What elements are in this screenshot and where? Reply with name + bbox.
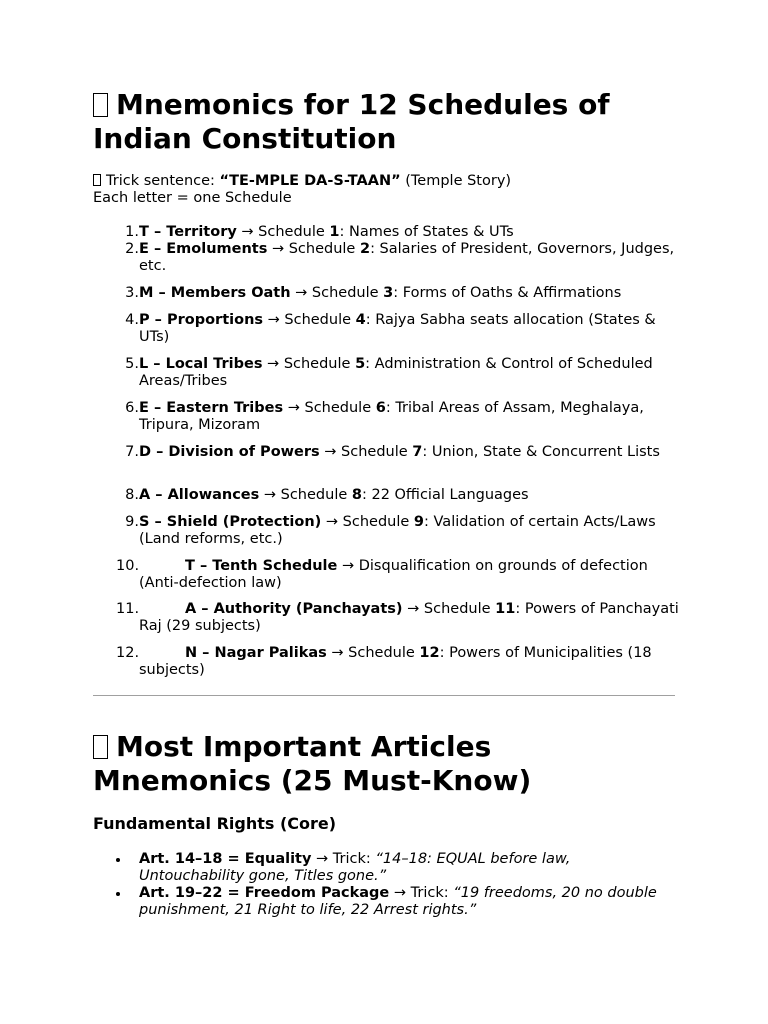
bullet-icon [116,892,120,896]
subheading: Fundamental Rights (Core) [93,814,337,833]
section-title-schedules: Mnemonics for 12 Schedules of Indian Constitution [93,88,610,155]
missing-glyph-icon [93,174,101,186]
section-title-articles: Most Important Articles Mnemonics (25 Must-Know) [93,730,532,797]
each-letter-note: Each letter = one Schedule [93,190,292,206]
horizontal-divider [93,695,675,696]
bullet-icon [116,858,120,862]
trick-sentence: Trick sentence: “TE-MPLE DA-S-TAAN” (Temple Story) [93,173,511,190]
missing-glyph-icon [93,735,108,759]
missing-glyph-icon [93,93,108,117]
